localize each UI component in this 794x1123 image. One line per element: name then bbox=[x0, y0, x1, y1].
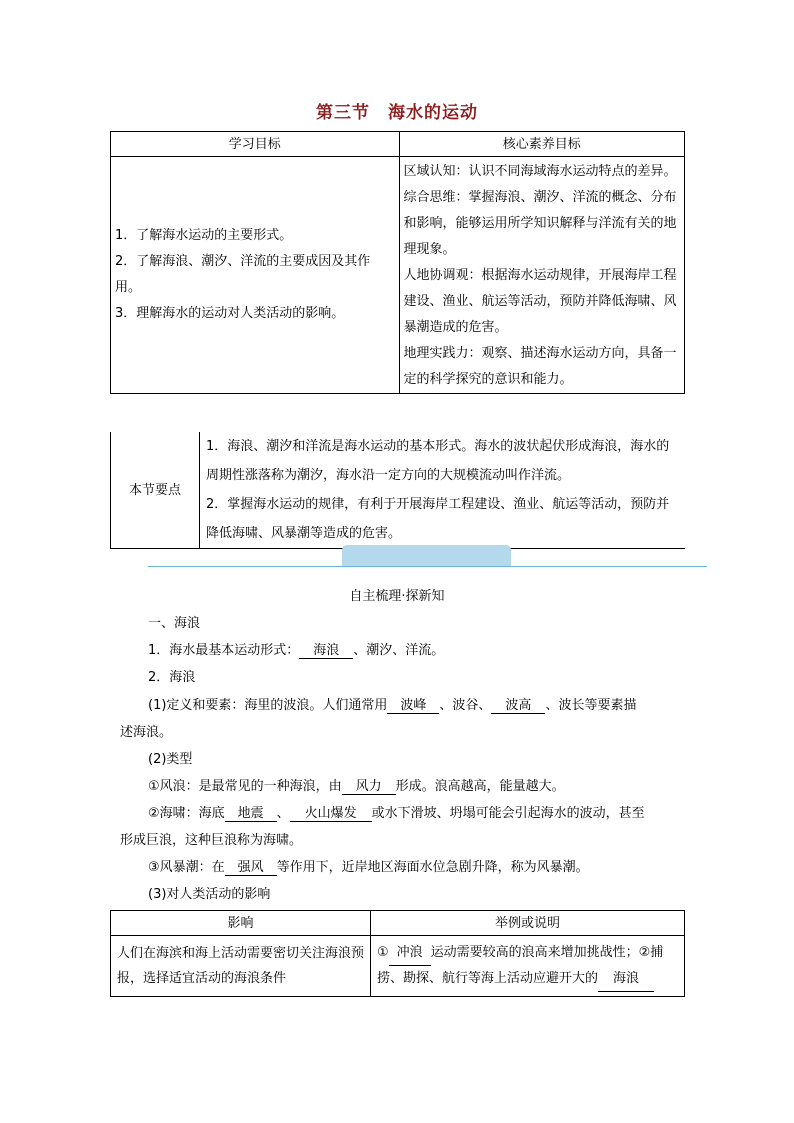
key-points-row bbox=[111, 432, 686, 549]
item-types-heading: (2)类型 bbox=[148, 752, 193, 767]
item-text: ②海啸：海底 bbox=[148, 806, 225, 821]
learning-goal-item: 3．理解海水的运动对人类活动的影响。 bbox=[115, 306, 345, 321]
impact-table bbox=[110, 910, 685, 997]
key-points-label: 本节要点 bbox=[111, 432, 200, 549]
item-tsunami-cont: 形成巨浪，这种巨浪称为海啸。 bbox=[120, 833, 303, 848]
heading-waves: 一、海浪 bbox=[148, 616, 201, 631]
header-impact: 影响 bbox=[111, 911, 371, 936]
examples-cell bbox=[371, 936, 685, 997]
item-definition-cont: 述海浪。 bbox=[120, 725, 173, 740]
goals-table bbox=[110, 131, 685, 394]
core-goals-cell bbox=[399, 157, 685, 394]
answer-blank: 海浪 bbox=[598, 966, 654, 992]
item-text: 或水下滑坡、坍塌可能会引起海水的波动，甚至 bbox=[371, 806, 645, 821]
page-title: 第三节 海水的运动 bbox=[316, 103, 478, 123]
core-goal-item: 地理实践力：观察、描述海水运动方向，具备一定的科学探究的意识和能力。 bbox=[403, 346, 677, 387]
learning-goal-item: 2．了解海浪、潮汐、洋流的主要成因及其作用。 bbox=[115, 254, 371, 295]
goals-body-row bbox=[111, 157, 685, 394]
goals-header-row bbox=[111, 132, 685, 157]
answer-blank: 海浪 bbox=[299, 639, 353, 659]
answer-blank: 波高 bbox=[491, 694, 545, 714]
answer-blank: 风力 bbox=[342, 775, 396, 795]
item-storm-surge bbox=[148, 856, 589, 876]
answer-blank: 强风 bbox=[225, 856, 277, 876]
item-text: 1．海水最基本运动形式： bbox=[148, 643, 300, 658]
impact-body-row bbox=[111, 936, 685, 997]
item-basic-forms bbox=[148, 639, 444, 659]
core-goal-item: 区域认知：认识不同海域海水运动特点的差异。 bbox=[403, 164, 677, 179]
item-impact-heading: (3)对人类活动的影响 bbox=[148, 887, 271, 902]
item-text: ① bbox=[377, 945, 389, 960]
item-text: 、波谷、 bbox=[439, 698, 492, 713]
core-goal-item: 人地协调观：根据海水运动规律，开展海岸工程建设、渔业、航运等活动，预防并降低海啸、风暴潮造成的危害。 bbox=[403, 268, 677, 335]
item-text: ①风浪：是最常见的一种海浪，由 bbox=[148, 779, 342, 794]
item-waves: 2．海浪 bbox=[148, 670, 196, 685]
key-point-item: 2．掌握海水运动的规律，有利于开展海岸工程建设、渔业、航运等活动，预防并降低海啸、风暴潮等造成的危害。 bbox=[206, 497, 670, 541]
key-point-item: 1．海浪、潮汐和洋流是海水运动的基本形式。海水的波状起伏形成海浪，海水的周期性涨落称为潮汐，海水沿一定方向的大规模流动叫作洋流。 bbox=[206, 439, 670, 483]
impact-cell: 人们在海滨和海上活动需要密切关注海浪预报，选择适宜活动的海浪条件 bbox=[111, 936, 371, 997]
key-points-table bbox=[110, 432, 685, 549]
answer-blank: 波峰 bbox=[387, 694, 439, 714]
key-points-content bbox=[200, 432, 686, 549]
item-tsunami bbox=[148, 802, 645, 822]
learning-goals-cell bbox=[111, 157, 400, 394]
answer-blank: 冲浪 bbox=[389, 940, 431, 966]
item-text: (1)定义和要素：海里的波浪。人们通常用 bbox=[148, 698, 388, 713]
header-core-goals: 核心素养目标 bbox=[399, 132, 685, 157]
item-wind-wave bbox=[148, 775, 565, 795]
item-text: 、潮汐、洋流。 bbox=[353, 643, 445, 658]
section-tab-decoration bbox=[342, 545, 511, 567]
section-divider bbox=[148, 566, 707, 567]
item-text: 运动需要较高的浪高来增加挑战性；②捕捞、勘探、航行等海上活动应避开大的 bbox=[377, 945, 664, 986]
section-heading: 自主梳理·探新知 bbox=[349, 589, 445, 604]
header-learning-goals: 学习目标 bbox=[111, 132, 400, 157]
item-text: ③风暴潮：在 bbox=[148, 860, 225, 875]
item-text: 等作用下，近岸地区海面水位急剧升降，称为风暴潮。 bbox=[276, 860, 589, 875]
header-examples: 举例或说明 bbox=[371, 911, 685, 936]
answer-blank: 地震 bbox=[225, 802, 277, 822]
item-text: 形成。浪高越高，能量越大。 bbox=[395, 779, 565, 794]
answer-blank: 火山爆发 bbox=[290, 802, 372, 822]
item-text: 、波长等要素描 bbox=[545, 698, 637, 713]
impact-header-row bbox=[111, 911, 685, 936]
learning-goal-item: 1．了解海水运动的主要形式。 bbox=[115, 228, 293, 243]
item-text: 、 bbox=[276, 806, 290, 821]
core-goal-item: 综合思维：掌握海浪、潮汐、洋流的概念、分布和影响，能够运用所学知识解释与洋流有关的地理现象。 bbox=[403, 190, 677, 257]
item-definition bbox=[148, 694, 636, 714]
